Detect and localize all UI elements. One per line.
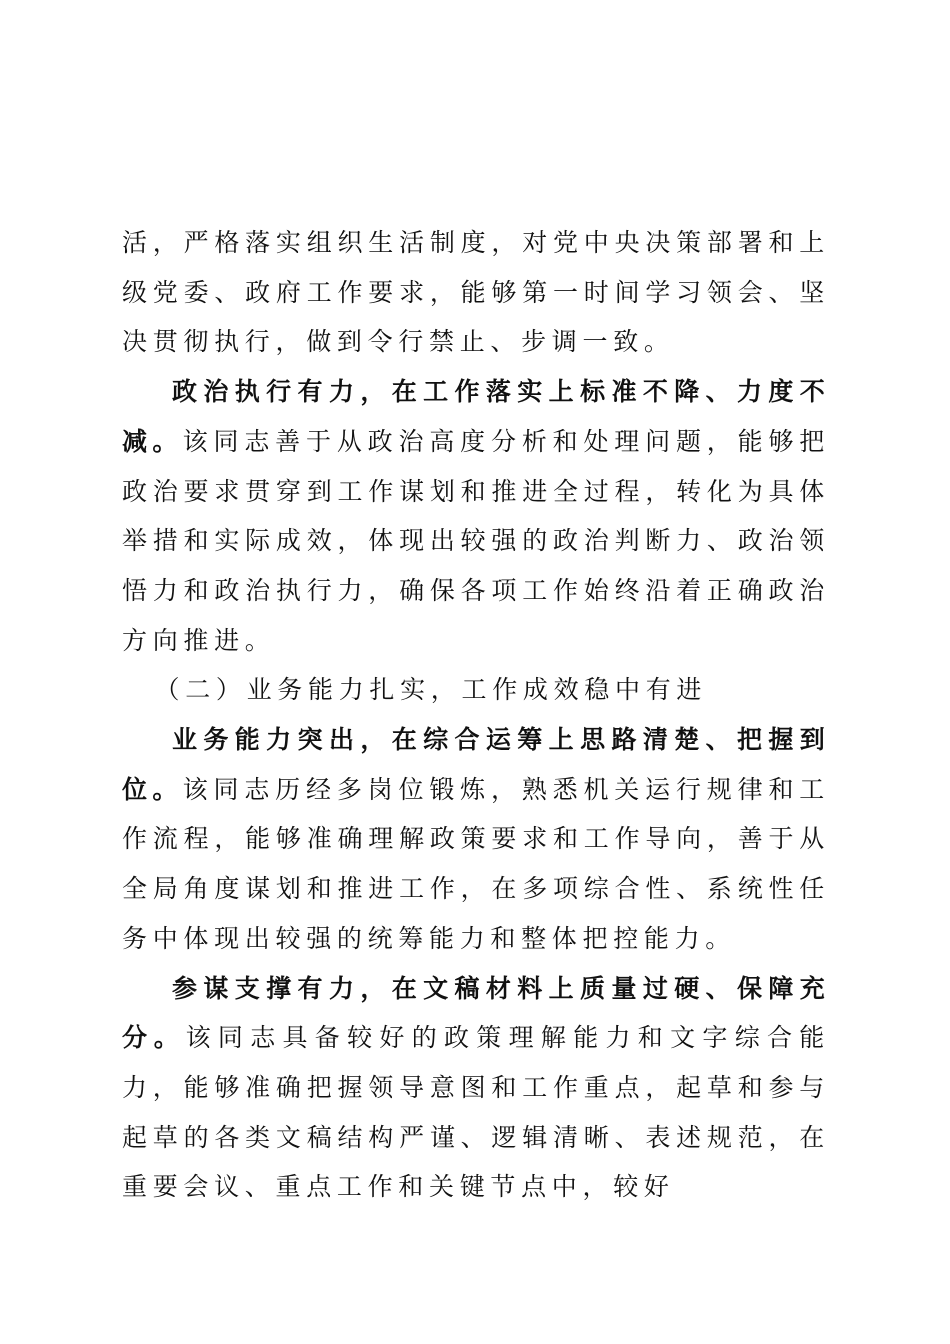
paragraph-lead-bold: 参谋支撑有力，在文稿材料上质量过硬、保障充分。 — [122, 973, 830, 1053]
paragraph-political-execution — [122, 367, 830, 665]
section-heading-text: （二）业务能力扎实，工作成效稳中有进 — [154, 675, 708, 705]
paragraph-lead-bold: 业务能力突出，在综合运筹上思路清楚、把握到位。 — [122, 725, 830, 804]
paragraph-text: 该同志历经多岗位锻炼，熟悉机关运行规律和工作流程，能够准确理解政策要求和工作导向，善于从全局角度谋划和推进工作，在多项综合性、系统性任务中体现出较强的统筹能力和整体把控能力。 — [122, 774, 831, 953]
paragraph-text: 活，严格落实组织生活制度，对党中央决策部署和上级党委、政府工作要求，能够第一时间学习领会、坚决贯彻执行，做到令行禁止、步调一致。 — [122, 228, 830, 357]
section-heading — [122, 665, 830, 715]
paragraph-business-ability — [122, 715, 830, 964]
paragraph-lead-bold: 政治执行有力，在工作落实上标准不降、力度不减。 — [122, 377, 830, 456]
paragraph-advisory-support — [122, 964, 830, 1213]
paragraph-continuation — [122, 218, 830, 367]
paragraph-text: 该同志善于从政治高度分析和处理问题，能够把政治要求贯穿到工作谋划和推进全过程，转化为具体举措和实际成效，体现出较强的政治判断力、政治领悟力和政治执行力，确保各项工作始终沿着正确政治方向推进。 — [122, 426, 831, 655]
paragraph-text: 该同志具备较好的政策理解能力和文字综合能力，能够准确把握领导意图和工作重点，起草和参与起草的各类文稿结构严谨、逻辑清晰、表述规范，在重要会议、重点工作和关键节点中，较好 — [122, 1023, 830, 1202]
document-body — [122, 218, 830, 1212]
